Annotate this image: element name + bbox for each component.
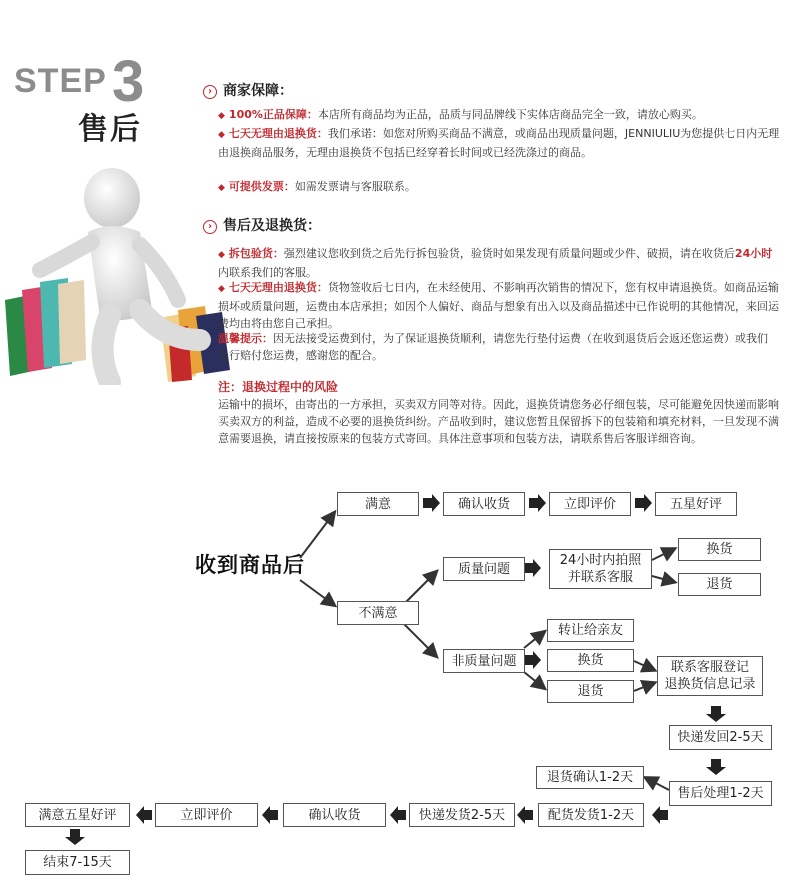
diamond-bullet-icon: ◆ — [218, 284, 225, 294]
item-text: 内联系我们的客服。 — [218, 266, 317, 279]
item-text: 如需发票请与客服联系。 — [294, 180, 416, 193]
item-label: 拆包验货： — [228, 247, 284, 260]
flow-express-send: 快递发货2-5天 — [409, 803, 515, 827]
flow-start-title: 收到商品后 — [195, 553, 305, 577]
flow-non-quality-issue: 非质量问题 — [443, 649, 525, 673]
flow-five-star-2: 满意五星好评 — [25, 803, 130, 827]
item-text: 本店所有商品均为正品，品质与同品牌线下实体店商品完全一致，请放心购买。 — [317, 108, 703, 121]
flow-express-back: 快递发回2-5天 — [669, 725, 772, 750]
merchant-heading-text: 商家保障： — [223, 83, 293, 99]
item-label: 温馨提示： — [218, 332, 273, 345]
flow-aftersale-process: 售后处理1-2天 — [669, 781, 772, 806]
diamond-bullet-icon: ◆ — [218, 183, 225, 193]
flow-rate-now-2: 立即评价 — [155, 803, 258, 827]
item-text: 货物签收后七日内，在未经使用、不影响再次销售的情况下，您有权申请退换货。如商品运输损坏或质量问题，运费由本店承担；如因个人偏好、商品与想象有出入以及商品描述中已作说明的其他情况，来回运费均由将由您自己承担。 — [218, 281, 779, 330]
flow-end: 结束7-15天 — [25, 850, 130, 875]
item-label: 七天无理由退换货： — [228, 127, 328, 140]
item-label: 可提供发票： — [228, 180, 295, 193]
chevron-circle-icon: › — [203, 220, 217, 234]
item-text: 强烈建议您收到货之后先行拆包验货，验货时如果发现有质量问题或少件、破损，请在收货后 — [283, 247, 735, 260]
step-number: 3 — [112, 49, 145, 114]
diamond-bullet-icon: ◆ — [218, 130, 225, 140]
flow-five-star: 五星好评 — [655, 492, 737, 516]
flow-transfer: 转让给亲友 — [547, 619, 634, 642]
flow-rate-now: 立即评价 — [549, 492, 631, 516]
item-label: 100%正品保障： — [228, 108, 318, 121]
item-highlight: 24小时 — [734, 247, 773, 260]
risk-text: 运输中的损坏，由寄出的一方承担，买卖双方同等对待。因此，退换货请您务必仔细包装，尽可能避免因快递而影响买卖双方的利益，造成不必要的退换货纠纷。产品收到时，建议您暂且保留拆下的包装箱和填充材料，一旦发现不满意需要退换，请直接按原来的包装方式寄回。具体注意事项和包装方法，请联系售后客服详细咨询。 — [218, 398, 779, 445]
flow-refund-confirm: 退货确认1-2天 — [536, 766, 644, 789]
flow-exchange: 换货 — [678, 538, 761, 561]
risk-heading: 注：退换过程中的风险 — [218, 380, 339, 394]
flow-contact-register: 联系客服登记 退换货信息记录 — [657, 656, 763, 696]
flow-photo-contact: 24小时内拍照 并联系客服 — [549, 549, 652, 589]
flow-confirm-receipt-2: 确认收货 — [283, 803, 386, 827]
flow-satisfied: 满意 — [337, 492, 419, 516]
item-label: 七天无理由退换货： — [228, 281, 328, 294]
flow-quality-issue: 质量问题 — [443, 557, 525, 581]
item-text: 我们承诺：如您对所购买商品不满意，或商品出现质量问题，JENNIULIU为您提供七日内无理由退换商品服务，无理由退换货不包括已经穿着长时间或已经洗涤过的商品。 — [218, 127, 780, 159]
page-title: 售后 — [78, 112, 142, 147]
flow-return: 退货 — [678, 573, 761, 596]
chevron-circle-icon: › — [203, 85, 217, 99]
flow-return-2: 退货 — [547, 680, 634, 703]
step-label: STEP — [14, 62, 107, 100]
flow-exchange-2: 换货 — [547, 649, 634, 672]
flow-confirm-receipt: 确认收货 — [443, 492, 525, 516]
aftersale-heading-text: 售后及退换货： — [223, 218, 321, 234]
diamond-bullet-icon: ◆ — [218, 250, 225, 260]
flow-redeliver: 配货发货1-2天 — [538, 803, 644, 827]
item-text: 因无法接受运费到付，为了保证退换货顺利，请您先行垫付运费（在收到退货后会返还您运费）或我们先行赔付您运费，感谢您的配合。 — [218, 332, 768, 362]
flow-unsatisfied: 不满意 — [337, 601, 419, 625]
diamond-bullet-icon: ◆ — [218, 111, 225, 121]
